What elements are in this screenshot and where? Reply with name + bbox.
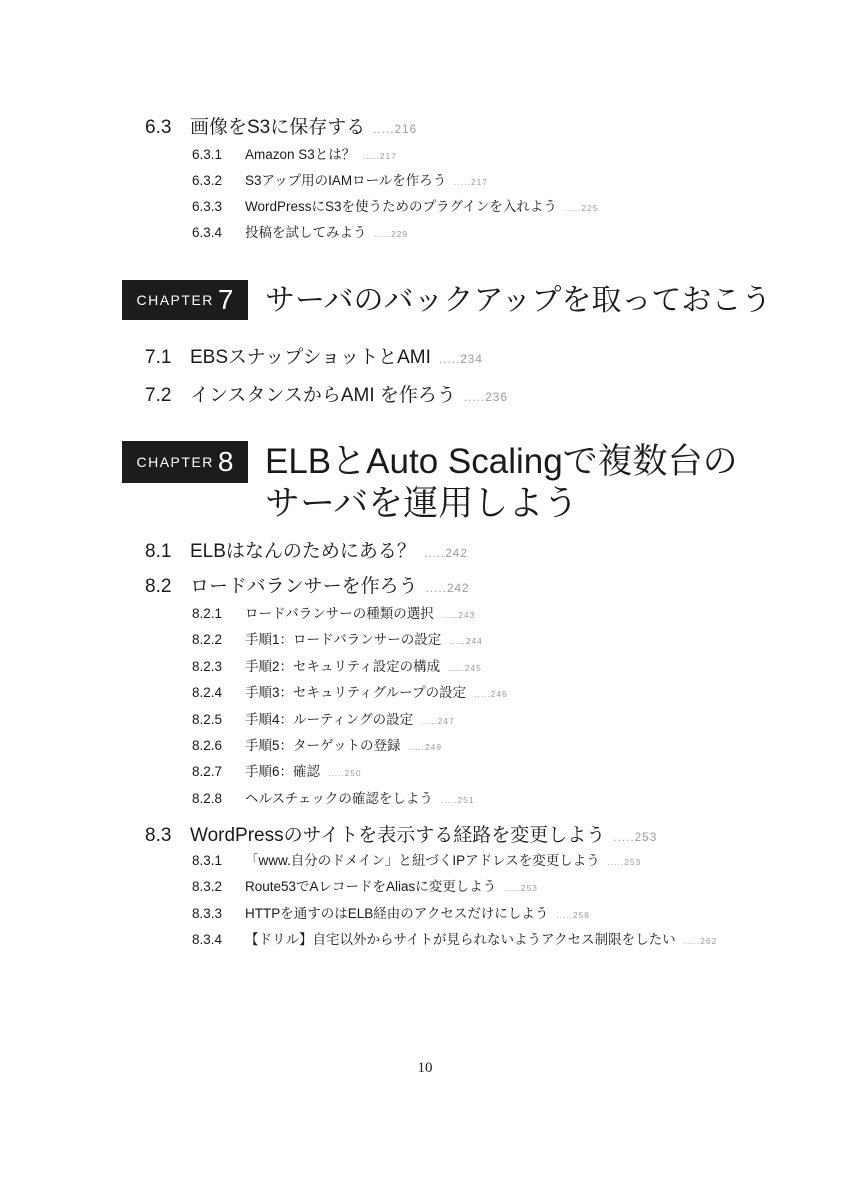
entry-title-text: インスタンスからAMI を作ろう: [190, 385, 456, 406]
entry-number: 8.2.5: [192, 711, 223, 727]
entry-number: 8.2.7: [192, 764, 223, 780]
entry-number: 6.3.4: [192, 225, 223, 240]
entry-page: .....251: [440, 794, 475, 805]
entry-number: 6.3.2: [192, 173, 223, 188]
entry-page: .....225: [564, 203, 599, 213]
entry-title-text: 手順3：セキュリティグループの設定: [245, 685, 467, 701]
chapter-label: CHAPTER: [136, 292, 214, 308]
entry-title: [245, 933, 717, 947]
entry-number: 6.3.3: [192, 199, 223, 214]
entry-title: [245, 660, 482, 674]
entry-page: .....242: [425, 582, 470, 595]
entry-number: 6.3: [145, 117, 172, 138]
entry-title: [245, 226, 408, 240]
entry-title: [245, 174, 488, 188]
entry-page: .....216: [373, 123, 418, 136]
entry-title-text: S3アップ用のIAMロールを作ろう: [245, 173, 447, 188]
entry-number: 7.2: [145, 385, 172, 406]
entry-page: .....253: [504, 883, 538, 894]
entry-number: 8.3.1: [192, 853, 223, 868]
entry-page: .....217: [363, 151, 397, 161]
entry-number: 8.3.4: [192, 932, 223, 948]
entry-number: 8.3: [145, 825, 172, 846]
chapter-7-badge: [122, 280, 248, 320]
entry-title-text: Route53でAレコードをAliasに変更しよう: [245, 879, 497, 895]
chapter-8-title: [265, 441, 738, 525]
entry-title: [245, 765, 362, 779]
entry-title-text: 投稿を試してみよう: [245, 225, 367, 240]
entry-number: 8.2.2: [192, 632, 223, 648]
entry-title-text: ヘルスチェックの確認をしよう: [245, 790, 433, 806]
entry-title-text: 手順4：ルーティングの設定: [245, 711, 414, 727]
entry-title: [245, 880, 538, 894]
entry-number: 8.2.4: [192, 685, 223, 701]
entry-number: 8.2.1: [192, 606, 223, 621]
entry-page: .....262: [683, 936, 718, 947]
entry-title: [245, 739, 442, 753]
entry-title-text: HTTPを通すのはELB経由のアクセスだけにしよう: [245, 905, 549, 921]
entry-title-text: 画像をS3に保存する: [190, 117, 366, 138]
page-number: 10: [417, 1060, 433, 1076]
entry-page: .....253: [607, 857, 642, 867]
entry-title-text: Amazon S3とは？: [245, 147, 356, 162]
chapter-number: 8: [217, 446, 234, 477]
entry-title-text: 手順5：ターゲットの登録: [245, 738, 401, 753]
entry-number: 7.1: [145, 347, 172, 368]
entry-title-text: 手順2：セキュリティ設定の構成: [245, 658, 441, 674]
chapter-7-title: サーバのバックアップを取っておこう: [265, 284, 772, 317]
entry-title: [190, 386, 508, 405]
entry-title: [245, 854, 641, 868]
entry-page: .....242: [423, 547, 468, 560]
chapter-label: CHAPTER: [136, 454, 214, 470]
entry-title: [245, 713, 455, 727]
entry-title-text: EBSスナップショットとAMI: [190, 347, 431, 368]
chapter-number: 7: [217, 284, 234, 315]
entry-number: 8.2.6: [192, 738, 223, 753]
entry-title-text: ELBはなんのためにある？: [190, 541, 416, 562]
entry-title: [190, 826, 657, 845]
chapter-8-badge: [122, 441, 248, 483]
entry-title-text: 手順6：確認: [245, 764, 321, 780]
entry-page: .....234: [438, 353, 483, 366]
entry-page: .....236: [463, 391, 508, 404]
entry-page: .....247: [421, 715, 455, 726]
entry-title: [245, 686, 508, 700]
entry-number: 6.3.1: [192, 147, 223, 162]
entry-page: .....249: [408, 742, 443, 752]
entry-page: .....253: [613, 831, 658, 844]
entry-title: [245, 148, 397, 162]
entry-title: [245, 633, 483, 647]
entry-number: 8.2.3: [192, 658, 223, 674]
entry-number: 8.3.2: [192, 879, 223, 895]
entry-number: 8.2: [145, 576, 172, 597]
entry-title-text: WordPressのサイトを表示する経路を変更しよう: [190, 825, 606, 846]
entry-number: 8.3.3: [192, 905, 223, 921]
entry-title: [245, 607, 475, 621]
entry-number: 8.1: [145, 541, 172, 562]
entry-title: [190, 577, 470, 596]
chapter-8-title-line2: サーバを運用しよう: [265, 484, 579, 523]
entry-title-text: WordPressにS3を使うためのプラグインを入れよう: [245, 199, 557, 214]
entry-page: .....246: [474, 689, 508, 700]
entry-title-text: ロードバランサーの種類の選択: [245, 606, 434, 621]
entry-title: [245, 792, 474, 806]
entry-page: .....244: [449, 636, 483, 647]
entry-page: .....243: [441, 610, 476, 620]
entry-page: .....258: [556, 909, 590, 920]
entry-title: [190, 542, 468, 561]
entry-title-text: ロードバランサーを作ろう: [190, 576, 418, 597]
entry-title-text: 【ドリル】自宅以外からサイトが見られないようアクセス制限をしたい: [245, 932, 676, 948]
entry-page: .....217: [454, 177, 488, 187]
entry-title-text: 「www.自分のドメイン」と紐づくIPアドレスを変更しよう: [245, 853, 600, 868]
entry-title: [190, 348, 483, 367]
entry-number: 8.2.8: [192, 790, 223, 806]
entry-title: [245, 200, 598, 214]
entry-title: [190, 118, 417, 137]
entry-page: .....245: [448, 662, 482, 673]
entry-page: .....250: [328, 768, 362, 779]
chapter-8-title-line1: ELBとAuto Scalingで複数台の: [265, 442, 738, 481]
entry-page: .....229: [374, 229, 409, 239]
entry-title: [245, 907, 590, 921]
entry-title-text: 手順1：ロードバランサーの設定: [245, 632, 442, 648]
